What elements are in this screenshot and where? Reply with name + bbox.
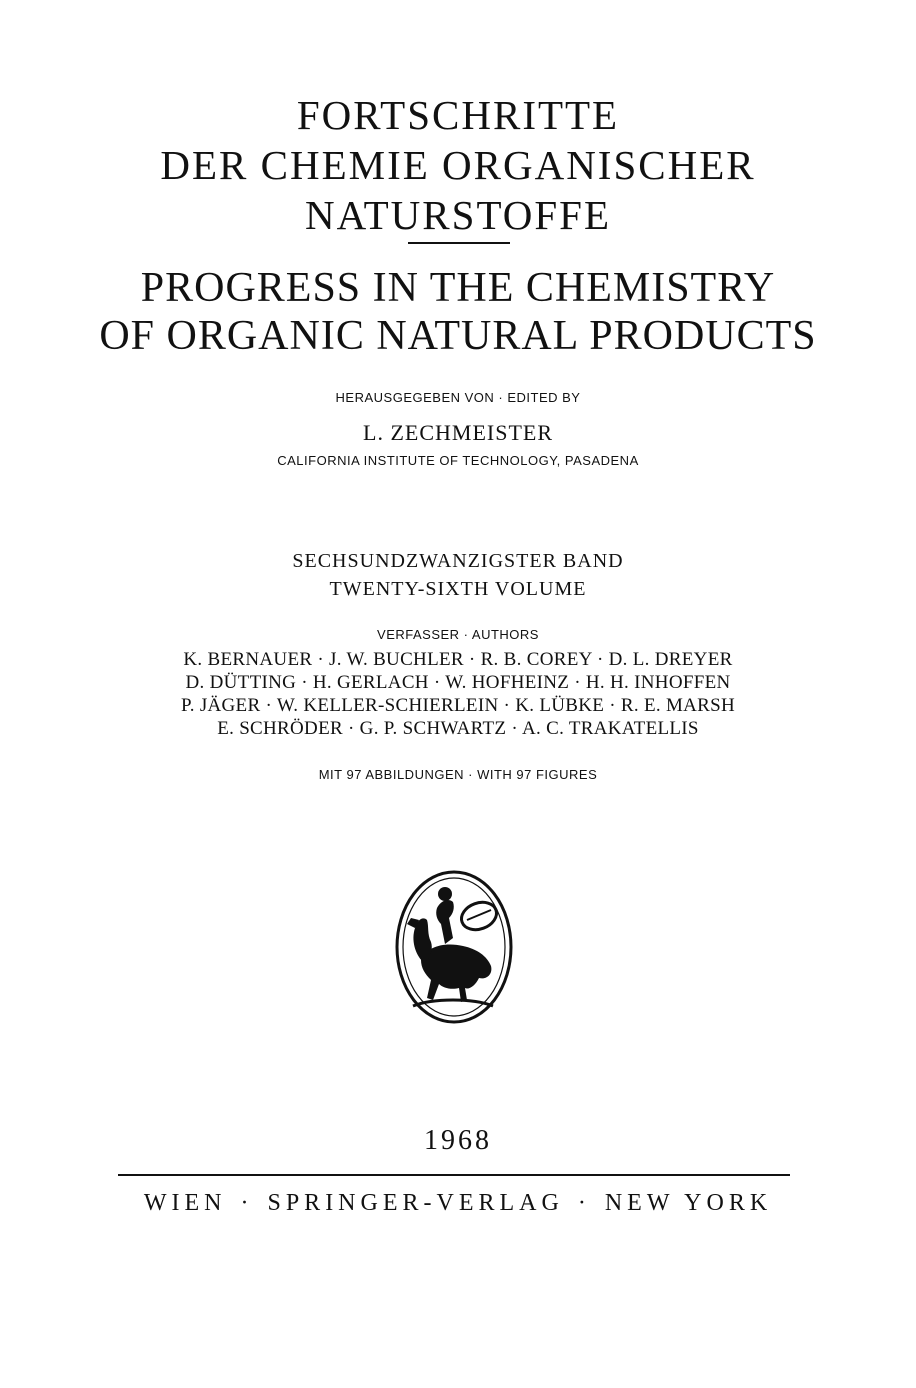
- authors-line-4: E. SCHRÖDER · G. P. SCHWARTZ · A. C. TRAKATELLIS: [217, 718, 699, 739]
- german-title-line-2: DER CHEMIE ORGANISCHER: [160, 142, 756, 188]
- publisher-line: [0, 1190, 916, 1217]
- figures-note: MIT 97 ABBILDUNGEN · WITH 97 FIGURES: [318, 767, 598, 782]
- authors-line-1: K. BERNAUER · J. W. BUCHLER · R. B. COREY · D. L. DREYER: [183, 649, 733, 670]
- publisher-city-vienna: WIEN: [143, 1190, 227, 1216]
- authors-line-3: P. JÄGER · W. KELLER-SCHIERLEIN · K. LÜBKE · R. E. MARSH: [180, 695, 736, 716]
- separator-dot: ·: [240, 1190, 254, 1216]
- bottom-rule: [118, 1174, 790, 1176]
- editor-name: L. ZECHMEISTER: [363, 420, 553, 445]
- edited-by-label: HERAUSGEGEBEN VON · EDITED BY: [335, 390, 581, 405]
- publication-year: 1968: [424, 1125, 492, 1156]
- title-divider: [408, 242, 510, 244]
- volume-english: TWENTY-SIXTH VOLUME: [329, 578, 587, 600]
- separator-dot: ·: [577, 1190, 591, 1216]
- volume-german: SECHSUNDZWANZIGSTER BAND: [292, 550, 624, 572]
- editor-affiliation: CALIFORNIA INSTITUTE OF TECHNOLOGY, PASADENA: [277, 453, 639, 468]
- authors-label: VERFASSER · AUTHORS: [377, 627, 539, 642]
- english-title-line-2: OF ORGANIC NATURAL PRODUCTS: [99, 313, 817, 359]
- springer-horse-emblem: [393, 868, 515, 1026]
- publisher-name: SPRINGER-VERLAG: [267, 1190, 564, 1216]
- german-title-line-3: NATURSTOFFE: [304, 192, 612, 238]
- german-title-line-1: FORTSCHRITTE: [296, 92, 620, 138]
- publisher-city-new-york: NEW YORK: [604, 1190, 773, 1216]
- english-title-line-1: PROGRESS IN THE CHEMISTRY: [140, 265, 776, 311]
- authors-line-2: D. DÜTTING · H. GERLACH · W. HOFHEINZ · H. H. INHOFFEN: [185, 672, 731, 693]
